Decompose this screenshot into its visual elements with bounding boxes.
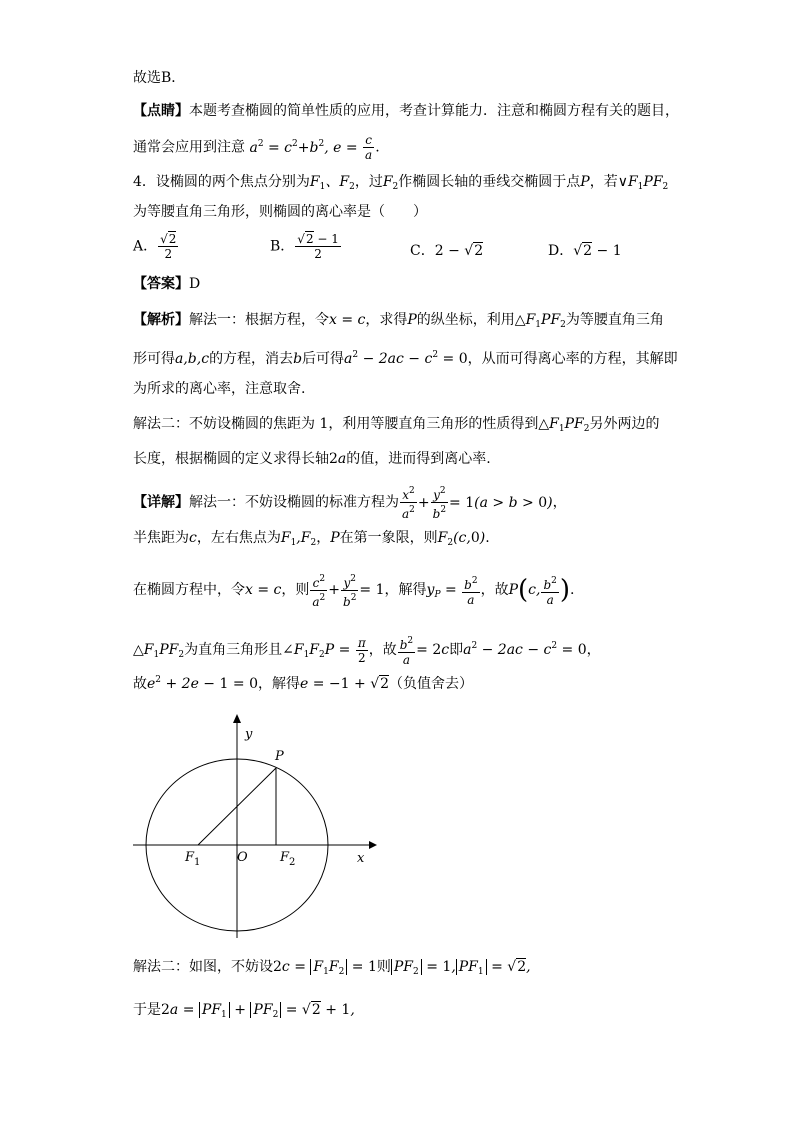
- formula-triangle-1: $\vee F_1PF_2$: [617, 174, 669, 192]
- option-a-label: A．: [133, 238, 158, 255]
- formula-2a-sum: $2a = PF_1 + PF_2 = √2 + 1$,: [161, 1002, 355, 1020]
- jiexi-line-3: [133, 379, 305, 399]
- option-c: [410, 240, 483, 260]
- xiangjie-line-3: 在椭圆方程中，令x = c，则 $\frac{c^2}{a^2}$ + $\frac{y^2}{b^2}$ = 1，解得$y_P$ = $\frac{b^2}{a}$ ，故P(c, $\frac{b^2}{a}$ ).: [133, 573, 575, 609]
- label-f2: $F_2$: [280, 850, 296, 868]
- jiexi-text-2b: 的方程，消去: [209, 351, 294, 367]
- xiangjie-text-3b: ，则: [281, 582, 310, 598]
- answer-line: [133, 274, 200, 294]
- jiexi-text-5b: 的值，进而得到离心率.: [346, 451, 491, 467]
- solution-2-text-b: 则: [376, 959, 391, 975]
- y-axis: [233, 714, 241, 938]
- formula-ellipse: $\frac{x^2}{a^2}$ + $\frac{y^2}{b^2}$ = 1(a > b > 0): [402, 486, 553, 521]
- xiangjie-text-3a: 在椭圆方程中，令: [133, 582, 245, 598]
- formula-p-coord: P(c, $\frac{b^2}{a}$ ): [508, 575, 571, 607]
- jiexi-text-2a: 形可得: [133, 351, 175, 367]
- conclusion-line: [133, 68, 185, 88]
- solution-2-line-1: [133, 957, 531, 982]
- label-o: O: [237, 850, 248, 865]
- formula-f1f2: $F_1,F_2$: [280, 530, 317, 548]
- formula-b: b: [293, 351, 303, 367]
- xiangjie-text-2b: ，左右焦点为: [196, 530, 281, 546]
- q4-text-d: ，若: [589, 174, 618, 190]
- formula-f2-coord: $F_2(c,0)$: [437, 530, 486, 548]
- jiexi-text-1a: 解法一：根据方程，令: [189, 312, 329, 328]
- q4-text-a: 4．设椭圆的两个焦点分别为: [133, 174, 310, 190]
- solution-2-line-2: [133, 1000, 355, 1025]
- jiexi-text-4b: 另外两边的: [589, 416, 660, 432]
- dianjing-line: [133, 101, 679, 121]
- formula-c: c: [189, 530, 197, 546]
- formula-x-eq-c: x = c: [329, 312, 366, 328]
- option-c-label: C．: [410, 243, 435, 259]
- formula-eq-1: $a^2 - 2ac - c^2 = 0$: [344, 350, 468, 367]
- jiexi-text-1c: 的纵坐标，利用: [416, 312, 515, 328]
- xiangjie-text-2c: ，: [316, 530, 331, 546]
- xiangjie-text-5b: ，解得: [257, 676, 300, 692]
- q4-text-c: 作椭圆长轴的垂线交椭圆于点: [398, 174, 581, 190]
- option-b: [270, 232, 342, 261]
- jiexi-line-2: [133, 345, 678, 369]
- formula-e-eq: $e^2 + 2e - 1 = 0$: [147, 675, 258, 692]
- formula-x-eq-c-2: x = c: [245, 582, 282, 598]
- jiexi-text-2d: ，从而可得离心率的方程，其解即: [467, 351, 678, 367]
- xiangjie-text-3d: ，故: [480, 582, 509, 598]
- jiexi-tag: 【解析】: [133, 312, 189, 328]
- xiangjie-text-4c: 即: [449, 642, 464, 658]
- xiangjie-text-5c: （负值舍去）: [389, 676, 474, 692]
- option-d-label: D．: [548, 243, 574, 259]
- question-4-line-2: [133, 202, 427, 222]
- q4-line-2-text: 为等腰直角三角形，则椭圆的离心率是（ ）: [133, 204, 427, 220]
- solution-2-text-a: 解法二：如图，不妨设: [133, 959, 273, 975]
- xiangjie-line-4: $\triangle F_1PF_2$为直角三角形且$\angle F_1F_2P$ = $\frac{\pi}{2}$ ，故 $\frac{b^2}{a}$ = 2c即$a^2 - 2ac - c^2 = 0$，: [133, 635, 601, 667]
- dianjing-text-2: 通常会应用到注意: [133, 139, 245, 156]
- answer-value: D: [189, 276, 201, 292]
- label-y: y: [245, 727, 253, 742]
- dianjing-tag: 【点睛】: [133, 103, 189, 119]
- jiexi-line-5: [133, 449, 491, 469]
- dianjing-text: 本题考查椭圆的简单性质的应用，考查计算能力．注意和椭圆方程有关的题目，: [189, 103, 679, 119]
- formula-p-3: P: [330, 530, 340, 546]
- q4-text-b: ，过: [354, 174, 383, 190]
- label-x: x: [357, 851, 365, 866]
- answer-tag: 【答案】: [133, 276, 189, 292]
- option-b-value: $\frac{√2 - 1}{2}$: [297, 232, 339, 261]
- formula-abc: $a^2 = c^2+b^2$, e = $\frac{c}{a}$: [249, 133, 373, 162]
- formula-b2a: $\frac{b^2}{a}$ = 2c: [399, 635, 450, 667]
- formula-e-sol: e = −1 + √2: [299, 676, 390, 692]
- jiexi-text-1d: 为等腰直角三角: [565, 312, 664, 328]
- xiangjie-text-2d: 在第一象限，则: [339, 530, 438, 546]
- question-4-line-1: [133, 172, 668, 197]
- jiexi-text-4a: 解法二：不妨设椭圆的焦距为 1，利用等腰直角三角形的性质得到: [133, 416, 539, 432]
- xiangjie-text-1a: 解法一：不妨设椭圆的标准方程为: [189, 494, 399, 511]
- formula-p-2: P: [407, 312, 417, 328]
- xiangjie-text-2a: 半焦距为: [133, 530, 189, 546]
- formula-foci: $F_1$、$F_2$: [309, 174, 355, 192]
- option-a-value: $\frac{√2}{2}$: [160, 232, 177, 261]
- jiexi-text-3: 为所求的离心率，注意取舍.: [133, 381, 306, 397]
- jiexi-line-4: [133, 414, 659, 439]
- conclusion-text: 故选B．: [133, 70, 186, 86]
- xiangjie-line-1: 【详解】解法一：不妨设椭圆的标准方程为 $\frac{x^2}{a^2}$ + $\frac{y^2}{b^2}$ = 1(a > b > 0)，: [133, 486, 567, 521]
- formula-triangle-3: $\triangle F_1PF_2$: [538, 416, 590, 434]
- formula-abc-vars: a,b,c: [175, 351, 210, 367]
- formula-f2: $F_2$: [382, 174, 399, 192]
- jiexi-text-5a: 长度，根据椭圆的定义求得长轴: [133, 451, 329, 467]
- label-p: P: [275, 749, 284, 764]
- formula-yp: $y_P$ = $\frac{b^2}{a}$: [426, 575, 478, 607]
- formula-triangle-4: $\triangle F_1PF_2$: [133, 642, 185, 660]
- xiangjie-text-4b: ，故: [368, 642, 397, 658]
- solution-2-text-c: 于是: [133, 1002, 161, 1018]
- option-d: [548, 240, 622, 260]
- ellipse-figure: [125, 710, 385, 945]
- xiangjie-text-3c: ，解得: [384, 582, 427, 598]
- option-c-value: 2 − √2: [434, 243, 484, 259]
- formula-ellipse-sub: $\frac{c^2}{a^2}$ + $\frac{y^2}{b^2}$ = 1: [312, 573, 385, 609]
- option-d-value: √2 − 1: [573, 243, 622, 259]
- formula-2a: 2a: [329, 451, 347, 467]
- formula-angle: $\angle F_1F_2P$ = $\frac{\pi}{2}$: [282, 635, 366, 665]
- xiangjie-tag: 【详解】: [133, 494, 189, 511]
- formula-eq-2: $a^2 - 2ac - c^2 = 0$: [463, 641, 587, 658]
- formula-2c: $2c = F_1F_2 = 1$: [273, 959, 377, 977]
- formula-pf2: $PF_2 = 1$, $PF_1 = √2$,: [391, 958, 531, 975]
- xiangjie-line-2: 半焦距为c，左右焦点为$F_1,F_2$，P在第一象限，则$F_2(c,0)$.: [133, 530, 490, 548]
- jiexi-text-2c: 后可得: [302, 351, 345, 367]
- option-b-label: B．: [270, 238, 295, 255]
- dianjing-line-2: 通常会应用到注意 $a^2 = c^2+b^2$, e = $\frac{c}{a}$ .: [133, 133, 380, 162]
- option-a: [133, 232, 179, 261]
- jiexi-line-1: [133, 310, 664, 335]
- x-axis: [133, 841, 377, 849]
- xiangjie-text-4a: 为直角三角形且: [184, 642, 283, 658]
- xiangjie-text-5a: 故: [133, 676, 147, 692]
- jiexi-text-1b: ，求得: [365, 312, 408, 328]
- formula-p: P: [580, 174, 590, 190]
- xiangjie-line-5: [133, 670, 473, 694]
- label-f1: $F_1$: [185, 850, 201, 868]
- formula-triangle-2: $\triangle F_1PF_2$: [514, 312, 566, 330]
